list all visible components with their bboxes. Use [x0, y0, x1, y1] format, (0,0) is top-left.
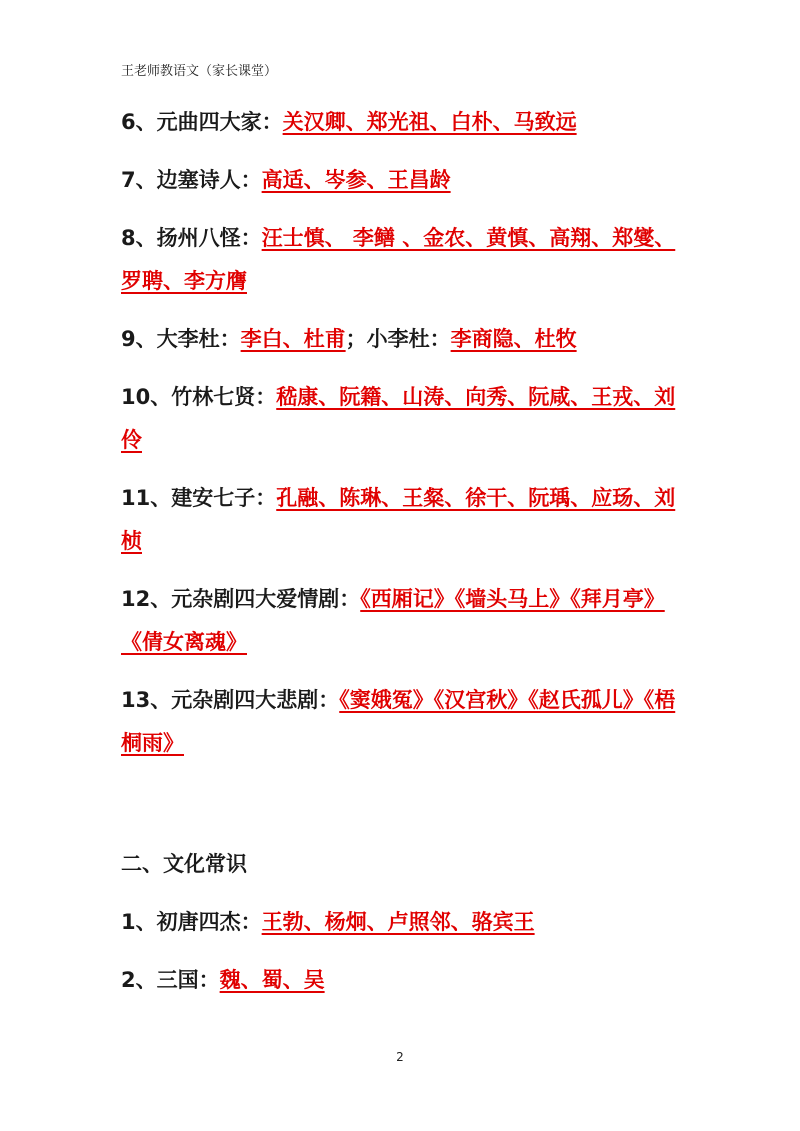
item-label: 11、建安七子： — [121, 486, 277, 510]
item-answer-secondary: 李商隐、杜牧 — [450, 327, 577, 351]
item-label: 9、大李杜： — [121, 327, 241, 351]
item-answer: 魏、蜀、吴 — [219, 968, 325, 992]
list-item — [121, 477, 681, 563]
item-label: 2、三国： — [121, 968, 220, 992]
item-answer: 王勃、杨炯、卢照邻、骆宾王 — [261, 910, 535, 934]
item-label: 13、元杂剧四大悲剧： — [121, 688, 340, 712]
item-answer: 关汉卿、郑光祖、白朴、马致远 — [282, 110, 577, 134]
item-label: 1、初唐四杰： — [121, 910, 262, 934]
document-body — [121, 101, 681, 1002]
list-item — [121, 578, 681, 664]
item-answer: 嵇康、阮籍、山涛、向秀、阮咸、王戎、刘伶 — [121, 385, 676, 452]
list-item — [121, 159, 681, 202]
list-item — [121, 679, 681, 765]
item-answer: 汪士慎、 李鳝 、金农、黄慎、高翔、郑燮、罗聘、李方膺 — [121, 226, 676, 293]
item-label: 10、竹林七贤： — [121, 385, 277, 409]
list-item — [121, 901, 681, 944]
item-answer: 孔融、陈琳、王粲、徐干、阮瑀、应玚、刘桢 — [121, 486, 676, 553]
item-label: 8、扬州八怪： — [121, 226, 262, 250]
item-label: 6、元曲四大家： — [121, 110, 283, 134]
item-label-secondary: ；小李杜： — [345, 327, 451, 351]
item-answer: 李白、杜甫 — [240, 327, 346, 351]
item-label: 12、元杂剧四大爱情剧： — [121, 587, 361, 611]
list-item — [121, 217, 681, 303]
list-item — [121, 959, 681, 1002]
item-answer: 高适、岑参、王昌龄 — [261, 168, 451, 192]
list-item — [121, 376, 681, 462]
section-title: 二、文化常识 — [121, 852, 247, 876]
item-answer: 《窦娥冤》《汉宫秋》《赵氏孤儿》《梧桐雨》 — [121, 688, 676, 755]
page-header: 王老师教语文（家长课堂） — [121, 64, 278, 79]
item-label: 7、边塞诗人： — [121, 168, 262, 192]
item-answer: 《西厢记》《墙头马上》《拜月亭》《倩女离魂》 — [121, 587, 665, 654]
list-item — [121, 318, 681, 361]
page-number: 2 — [396, 1050, 404, 1064]
list-item — [121, 101, 681, 144]
